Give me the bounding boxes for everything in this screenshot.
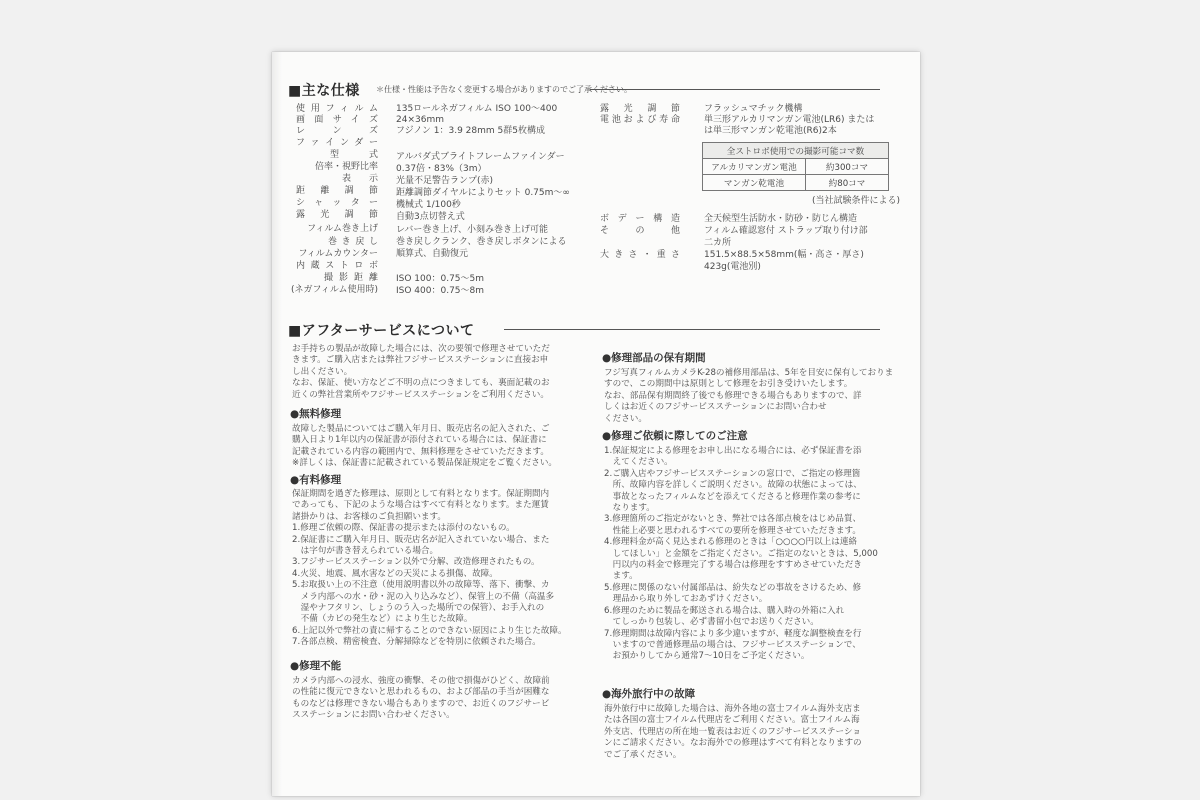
text-line: フジ写真フィルムカメラK-28の補修用部品は、5年を目安に保有しておりま bbox=[604, 368, 894, 378]
text-line: 2.保証書にご購入年月日、販売店名が記入されていない場合、また bbox=[292, 534, 550, 545]
after-service-title: ■アフターサービスについて bbox=[288, 323, 475, 339]
free-repair-text bbox=[292, 424, 557, 470]
text-line: 2.ご購入店やフジサービスステーションの窓口で、ご指定の修理箇 bbox=[604, 468, 861, 479]
label-battery: 電池および寿命 bbox=[600, 115, 680, 125]
manual-page bbox=[272, 52, 920, 796]
text-line: お預かりしてから通常7〜10日をご予定ください。 bbox=[604, 651, 810, 662]
text-line: 5.お取扱い上の不注意（使用説明書以外の故障等、落下、衝撃、カ bbox=[292, 580, 550, 591]
text-line: すので、この期間中は原則として修理をお引き受けいたします。 bbox=[604, 379, 853, 390]
text-line: してほしい」と金額をご指定ください。ご指定のないときは、5,000 bbox=[604, 548, 878, 559]
after-service-rule bbox=[504, 329, 880, 330]
table-cell: マンガン乾電池 bbox=[703, 175, 806, 191]
text-line: メラ内部への水・砂・泥の入り込みなど）、保管上の不備（高温多 bbox=[292, 591, 555, 602]
text-line: 海外旅行中に故障した場合は、海外各地の富士フイルム海外支店ま bbox=[604, 704, 861, 714]
text-line: 理品から取り外しておあずけください。 bbox=[604, 594, 768, 605]
text-line: スステーションにお問い合わせください。 bbox=[292, 710, 455, 721]
text-line: 4.火災、地震、風水害などの天災による損傷、故障。 bbox=[292, 568, 498, 579]
label-rewind: 巻き戻し bbox=[328, 237, 378, 247]
unrepairable-heading: ●修理不能 bbox=[290, 660, 342, 672]
value-size: 151.5×88.5×58mm(幅・高さ・厚さ) bbox=[704, 250, 864, 260]
label-magnification: 倍率・視野比率 bbox=[314, 162, 378, 172]
value-battery-2: は単三形マンガン乾電池(R6)2本 bbox=[704, 126, 837, 136]
label-exposure: 露光調節 bbox=[296, 210, 378, 220]
label-size-weight: 大きさ・重さ bbox=[600, 250, 680, 260]
strobe-shots-table bbox=[702, 142, 889, 191]
table-footnote: (当社試験条件による) bbox=[812, 196, 901, 206]
table-cell: 約300コマ bbox=[806, 159, 889, 175]
text-line: 6.修理のために製品を郵送される場合は、購入時の外箱に入れ bbox=[604, 605, 845, 616]
value-weight: 423g(電池別) bbox=[704, 262, 761, 272]
value-flashmatic: フラッシュマチック機構 bbox=[704, 104, 803, 114]
text-line: ものなどは修理できない場合もありますので、お近くのフジサービ bbox=[292, 698, 550, 709]
paid-repair-heading: ●有料修理 bbox=[290, 474, 342, 486]
label-other: その他 bbox=[600, 226, 680, 236]
after-intro bbox=[292, 344, 550, 401]
value-strap: フィルム確認窓付 ストラップ取り付け部 bbox=[704, 226, 868, 236]
text-line: 円以内の料金で修理完了する場合は修理をすすめさせていただき bbox=[604, 560, 862, 571]
text-line: の性能に復元できないと思われるもの、および部品の手当が困難な bbox=[292, 687, 550, 698]
value-film-counter: 順算式、自動復元 bbox=[396, 249, 469, 259]
text-line: なお、部品保有期間終了後でも修理できる場合もありますので、詳 bbox=[604, 390, 862, 401]
text-line: でご了承ください。 bbox=[604, 749, 682, 760]
text-line: 近くの弊社営業所やフジサービスステーションをご利用ください。 bbox=[292, 389, 549, 400]
text-line: し出ください。 bbox=[292, 366, 353, 377]
text-line: 不備（カビの発生など）により生じた故障。 bbox=[292, 614, 473, 625]
label-body: ボデー構造 bbox=[600, 214, 680, 224]
text-line: たは各国の富士フイルム代理店をご利用ください。富士フイルム海 bbox=[604, 715, 860, 726]
label-film-counter: フィルムカウンター bbox=[298, 249, 378, 259]
label-shooting-distance: 撮影距離 bbox=[324, 273, 378, 283]
label-lens: レンズ bbox=[296, 126, 378, 136]
overseas-text bbox=[604, 704, 862, 761]
unrepairable-text bbox=[292, 676, 550, 722]
value-lens: フジノン 1：3.9 28mm 5群5枚構成 bbox=[396, 126, 545, 136]
paid-repair-text bbox=[292, 489, 567, 649]
text-line: 故障した製品についてはご購入年月日、販売店名の記入された、ご bbox=[292, 424, 550, 434]
text-line: 6.上記以外で弊社の責に帰することのできない原因により生じた故障。 bbox=[292, 625, 567, 636]
text-line: ※詳しくは、保証書に記載されている製品保証規定をご覧ください。 bbox=[292, 458, 558, 469]
label-focus: 距離調節 bbox=[296, 186, 378, 196]
value-film-advance: レバー巻き上げ、小刻み巻き上げ可能 bbox=[396, 225, 549, 235]
label-finder: ファインダー bbox=[296, 138, 378, 148]
text-line: いますので普通修理品の場合は、フジサービスステーションで、 bbox=[604, 639, 861, 650]
page-fold-shadow bbox=[272, 52, 282, 796]
text-line: 5.修理に関係のない付属部品は、紛失などの事故をさけるため、修 bbox=[604, 582, 862, 593]
label-negative-film: (ネガフィルム使用時) bbox=[291, 285, 378, 295]
text-line: は字句が書き替えられている場合。 bbox=[292, 546, 439, 557]
text-line: 性能上必要と思われるすべての要所を修理させていただきます。 bbox=[604, 525, 861, 536]
spec-note: ＊仕様・性能は予告なく変更する場合がありますのでご了承ください。 bbox=[376, 85, 632, 94]
value-body: 全天候型生活防水・防砂・防じん構造 bbox=[704, 214, 858, 224]
text-line: 記載されている内容の範囲内で、無料修理をさせていただきます。 bbox=[292, 446, 549, 457]
value-shutter: 機械式 1/100秒 bbox=[396, 200, 461, 210]
label-strobe: 内蔵ストロボ bbox=[296, 261, 378, 271]
repair-notes-heading: ●修理ご依頼に際してのご注意 bbox=[602, 430, 748, 442]
value-strap-2: 二カ所 bbox=[704, 238, 732, 248]
text-line: 湿やナフタリン、しょうのう入った場所での保管）、お手入れの bbox=[292, 603, 545, 614]
text-line: 4.修理料金が高く見込まれる修理のときは「○○○○円以上は連絡 bbox=[604, 537, 858, 548]
text-line: 諸掛かりは、お客様のご負担願います。 bbox=[292, 511, 447, 522]
value-focus: 距離調節ダイヤルによりセット 0.75m〜∞ bbox=[396, 188, 570, 198]
parts-period-text bbox=[604, 368, 893, 425]
text-line: ます。 bbox=[604, 571, 638, 582]
text-line: 事故となったフィルムなどを添えてくださると修理作業の参考に bbox=[604, 491, 861, 502]
text-line: ンにご請求ください。なお海外での修理はすべて有料となりますの bbox=[604, 738, 862, 749]
table-header-row bbox=[703, 143, 889, 159]
text-line: なります。 bbox=[604, 503, 655, 514]
table-row bbox=[703, 175, 889, 191]
value-distance-iso100: ISO 100：0.75〜5m bbox=[396, 274, 485, 284]
value-battery-1: 単三形アルカリマンガン電池(LR6) または bbox=[704, 115, 875, 125]
value-display: 光量不足警告ランプ(赤) bbox=[396, 176, 494, 186]
value-finder-type: アルバダ式ブライトフレームファインダー bbox=[396, 152, 565, 162]
spec-title: ■主な仕様 bbox=[288, 83, 360, 99]
text-line: 7.各部点検、精密検査、分解掃除などを特別に依頼された場合。 bbox=[292, 637, 541, 648]
text-line: 保証期間を過ぎた修理は、原則として有料となります。保証期間内 bbox=[292, 489, 550, 499]
value-exposure: 自動3点切替え式 bbox=[396, 212, 465, 222]
value-distance-iso400: ISO 400：0.75〜8m bbox=[396, 286, 485, 296]
text-line: であっても、下記のような場合はすべて有料となります。また運賃 bbox=[292, 500, 549, 511]
overseas-heading: ●海外旅行中の故障 bbox=[602, 688, 696, 700]
free-repair-heading: ●無料修理 bbox=[290, 408, 342, 420]
text-line: 外支店、代理店の所在地一覧表はお近くのフジサービスステーショ bbox=[604, 726, 861, 737]
value-rewind: 巻き戻しクランク、巻き戻しボタンによる bbox=[396, 237, 567, 247]
label-frame-size: 画面サイズ bbox=[296, 115, 378, 125]
label-shutter: シャッター bbox=[296, 198, 378, 208]
table-row bbox=[703, 159, 889, 175]
value-film: 135ロールネガフィルム ISO 100〜400 bbox=[396, 104, 558, 114]
spec-title-rule bbox=[590, 89, 880, 90]
repair-notes-text bbox=[604, 446, 878, 663]
label-exposure-control: 露光調節 bbox=[600, 104, 680, 114]
text-line: 所、故障内容を詳しくご説明ください。故障の状態によっては、 bbox=[604, 480, 862, 491]
text-line: 購入日より1年以内の保証書が添付されている場合には、保証書に bbox=[292, 435, 547, 446]
text-line: てしっかり包装し、必ず書留小包でお送りください。 bbox=[604, 617, 819, 628]
text-line: えてください。 bbox=[604, 457, 673, 468]
parts-period-heading: ●修理部品の保有期間 bbox=[602, 352, 706, 364]
label-type: 型式 bbox=[330, 150, 378, 160]
text-line: 1.保証規定による修理をお申し出になる場合には、必ず保証書を添 bbox=[604, 446, 862, 456]
label-film-advance: フィルム巻き上げ bbox=[307, 224, 378, 234]
text-line: 1.修理ご依頼の際、保証書の提示または添付のないもの。 bbox=[292, 523, 515, 534]
value-magnification: 0.37倍・83%（3m） bbox=[396, 164, 487, 174]
text-line: しくはお近くのフジサービスステーションにお問い合わせ bbox=[604, 402, 827, 413]
text-line: カメラ内部への浸水、強度の衝撃、その他で損傷がひどく、故障前 bbox=[292, 676, 550, 686]
table-cell: アルカリマンガン電池 bbox=[703, 159, 806, 175]
text-line: 3.フジサービスステーション以外で分解、改造修理されたもの。 bbox=[292, 557, 540, 568]
label-film: 使用フィルム bbox=[296, 104, 378, 114]
text-line: ください。 bbox=[604, 413, 647, 424]
label-display: 表示 bbox=[342, 174, 378, 184]
text-line: きます。ご購入店または弊社フジサービスステーションに直接お申 bbox=[292, 355, 549, 366]
text-line: お手持ちの製品が故障した場合には、次の要領で修理させていただ bbox=[292, 344, 550, 354]
text-line: 7.修理期間は故障内容により多少違いますが、軽度な調整検査を行 bbox=[604, 628, 862, 639]
text-line: 3.修理箇所のご指定がないとき、弊社では各部点検をはじめ品質、 bbox=[604, 514, 862, 525]
table-header: 全ストロボ使用での撮影可能コマ数 bbox=[703, 143, 889, 159]
text-line: なお、保証、使い方などご不明の点につきましても、裏面記載のお bbox=[292, 378, 550, 389]
table-cell: 約80コマ bbox=[806, 175, 889, 191]
value-frame-size: 24×36mm bbox=[396, 115, 444, 125]
